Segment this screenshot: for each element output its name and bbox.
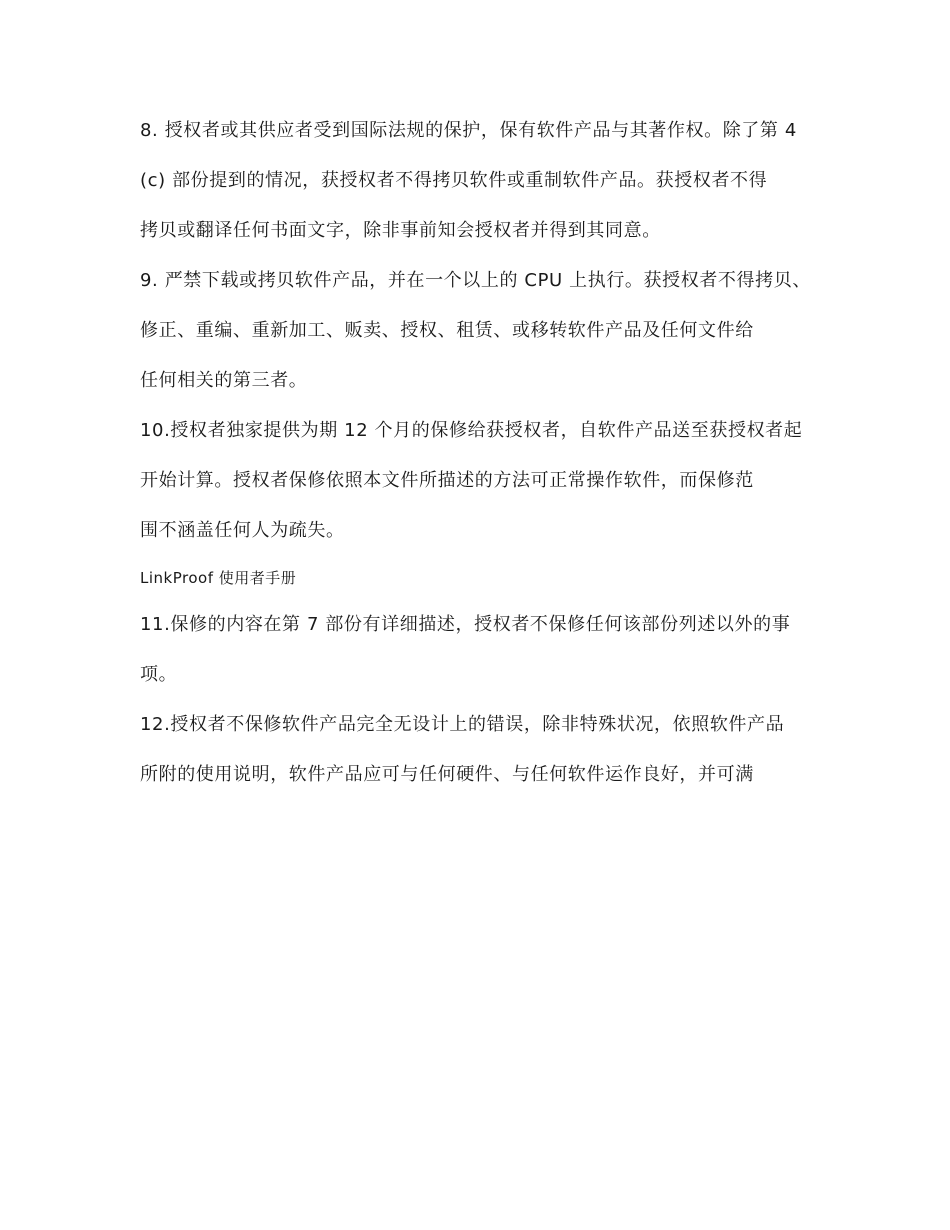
paragraph-12-line-1: 12.授权者不保修软件产品完全无设计上的错误，除非特殊状况，依照软件产品: [140, 714, 785, 735]
paragraph-8-line-3: 拷贝或翻译任何书面文字，除非事前知会授权者并得到其同意。: [140, 220, 661, 241]
paragraph-8-line-1: 8. 授权者或其供应者受到国际法规的保护，保有软件产品与其著作权。除了第 4: [140, 120, 797, 141]
paragraph-10-line-2: 开始计算。授权者保修依照本文件所描述的方法可正常操作软件，而保修范: [140, 470, 754, 491]
paragraph-12-line-2: 所附的使用说明，软件产品应可与任何硬件、与任何软件运作良好，并可满: [140, 764, 754, 785]
document-content: [140, 116, 815, 810]
paragraph-8-line-2: (c) 部份提到的情况，获授权者不得拷贝软件或重制软件产品。获授权者不得: [140, 170, 768, 191]
paragraph-9-line-3: 任何相关的第三者。: [140, 370, 308, 391]
section-header: LinkProof 使用者手册: [140, 569, 297, 587]
paragraph-10-line-1: 10.授权者独家提供为期 12 个月的保修给获授权者，自软件产品送至获授权者起: [140, 420, 803, 441]
paragraph-9-line-1: 9. 严禁下载或拷贝软件产品，并在一个以上的 CPU 上执行。获授权者不得拷贝、: [140, 270, 811, 291]
paragraph-11-line-1: 11.保修的内容在第 7 部份有详细描述，授权者不保修任何该部份列述以外的事: [140, 614, 791, 635]
paragraph-9-line-2: 修正、重编、重新加工、贩卖、授权、租赁、或移转软件产品及任何文件给: [140, 320, 754, 341]
paragraph-11-line-2: 项。: [140, 664, 178, 685]
paragraph-10-line-3: 围不涵盖任何人为疏失。: [140, 520, 345, 541]
